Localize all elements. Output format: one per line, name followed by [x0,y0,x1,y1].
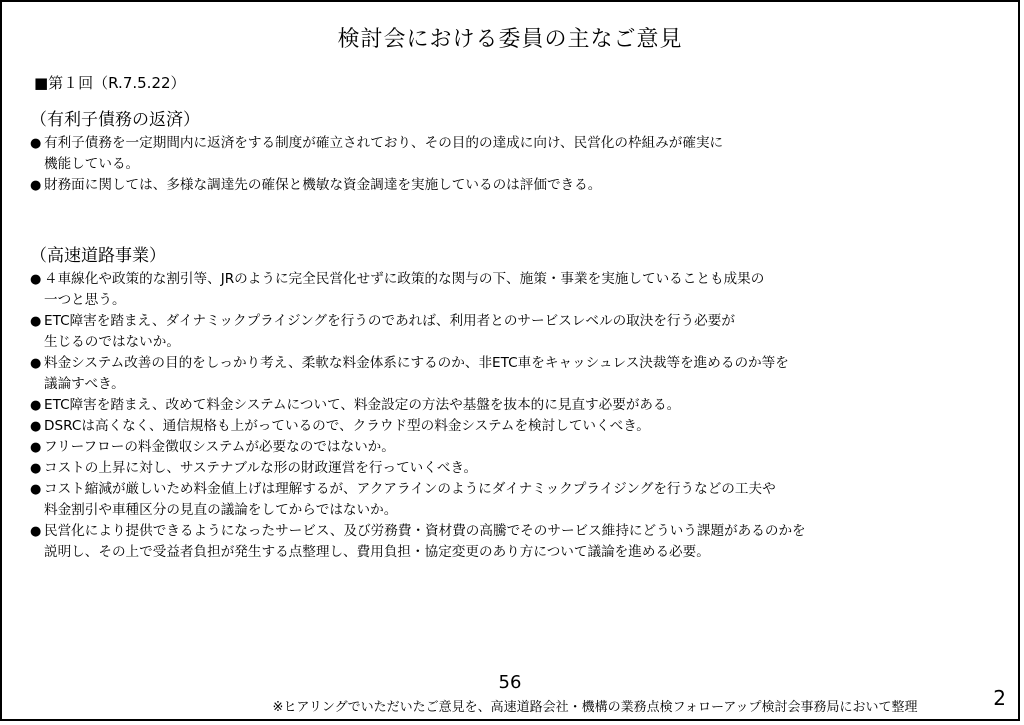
list-item: ● ETC障害を踏まえ、ダイナミックプライジングを行うのであれば、利用者とのサービスレベルの取決を行う必要が 生じるのではないか。 [30,311,1005,353]
opinion-list [30,133,1005,196]
opinion-list [30,269,1005,563]
list-item: ● フリーフローの料金徴収システムが必要なのではないか。 [30,437,1005,458]
list-item: ● 財務面に関しては、多様な調達先の確保と機敏な資金調達を実施しているのは評価できる。 [30,175,1005,196]
list-item: ● 料金システム改善の目的をしっかり考え、柔軟な料金体系にするのか、非ETC車をキャッシュレス決裁等を進めるのか等を 議論すべき。 [30,353,1005,395]
list-item: ● コスト縮減が厳しいため料金値上げは理解するが、アクアラインのようにダイナミックプライジングを行うなどの工夫や 料金割引や車種区分の見直の議論をしてからではないか。 [30,479,1005,521]
list-item: ● ETC障害を踏まえ、改めて料金システムについて、料金設定の方法や基盤を抜本的に見直す必要がある。 [30,395,1005,416]
page-number-center: 56 [498,672,522,693]
list-item: ● 有利子債務を一定期間内に返済をする制度が確立されており、その目的の達成に向け、民営化の枠組みが確実に 機能している。 [30,133,1005,175]
footnote: ※ヒアリングでいただいたご意見を、高速道路会社・機構の業務点検フォローアップ検討会事務局において整理 [272,700,918,715]
section-heading: （有利子債務の返済） [30,110,200,130]
list-item: ● ４車線化や政策的な割引等、JRのように完全民営化せずに政策的な関与の下、施策・事業を実施していることも成果の 一つと思う。 [30,269,1005,311]
meeting-label: ■第１回（R.7.5.22） [34,74,186,92]
page-number-right: 2 [993,686,1006,710]
page-title: 検討会における委員の主なご意見 [337,27,683,52]
section-debt-repayment [30,105,1005,196]
list-item: ● 民営化により提供できるようになったサービス、及び労務費・資材費の高騰でそのサービス維持にどういう課題があるのかを 説明し、その上で受益者負担が発生する点整理し、費用負担・協定変更のあり方について議論を進める必要。 [30,521,1005,563]
list-item: ● DSRCは高くなく、通信規格も上がっているので、クラウド型の料金システムを検討していくべき。 [30,416,1005,437]
section-heading: （高速道路事業） [30,246,166,266]
section-expressway-business [30,241,1005,563]
list-item: ● コストの上昇に対し、サステナブルな形の財政運営を行っていくべき。 [30,458,1005,479]
